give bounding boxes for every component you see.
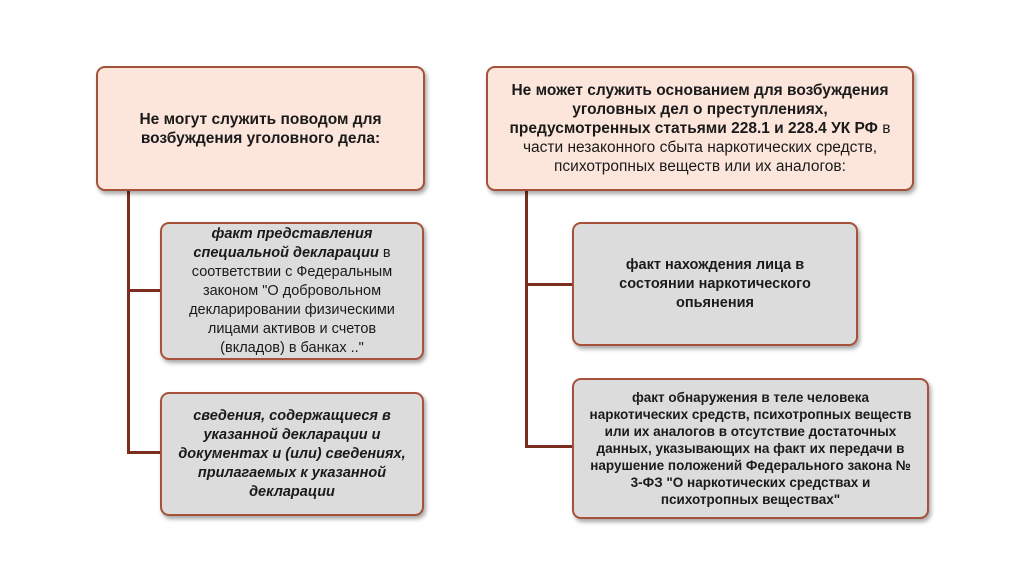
left-item-1-rest: в соответствии с Федеральным законом "О добровольном декларировании физическими лицами активов и счетов (вкладов) в банках .." [189,244,395,356]
left-item-1-text [176,225,408,358]
left-item-1-emphasis: факт представления специальной декларации [193,225,379,261]
left-item-declaration-data [160,392,424,516]
right-header-box [486,66,914,191]
right-item-1-text: факт нахождения лица в состоянии наркотического опьянения [619,256,811,311]
left-connector-branch-2 [127,451,161,454]
right-item-2-text: факт обнаружения в теле человека наркотических средств, психотропных веществ или их аналогов в отсутствие достаточных данных, указывающих на факт их передачи в нарушение положений Федерального закона № 3-ФЗ "О наркотических средствах и психотропных веществах" [589,390,912,507]
right-connector-trunk [525,191,528,448]
right-connector-branch-2 [525,445,573,448]
right-connector-branch-1 [525,283,573,286]
right-header-text [502,81,898,176]
right-header-rest: в части незаконного сбыта наркотических средств, психотропных веществ или их аналогов: [522,120,891,175]
right-header-bold: Не может служить основанием для возбуждения уголовных дел о преступлениях, предусмотренных статьями 228.1 и 228.4 УК РФ [509,82,889,137]
left-item-declaration-fact [160,222,424,360]
right-item-substances-found [572,378,929,519]
left-connector-branch-1 [127,289,161,292]
right-item-intoxication [572,222,858,346]
left-header-text: Не могут служить поводом для возбуждения уголовного дела: [139,110,382,147]
left-header-box [96,66,425,191]
left-connector-trunk [127,191,130,454]
left-item-2-text: сведения, содержащиеся в указанной декларации и документах и (или) сведениях, прилагаемых к указанной декларации [178,407,406,500]
